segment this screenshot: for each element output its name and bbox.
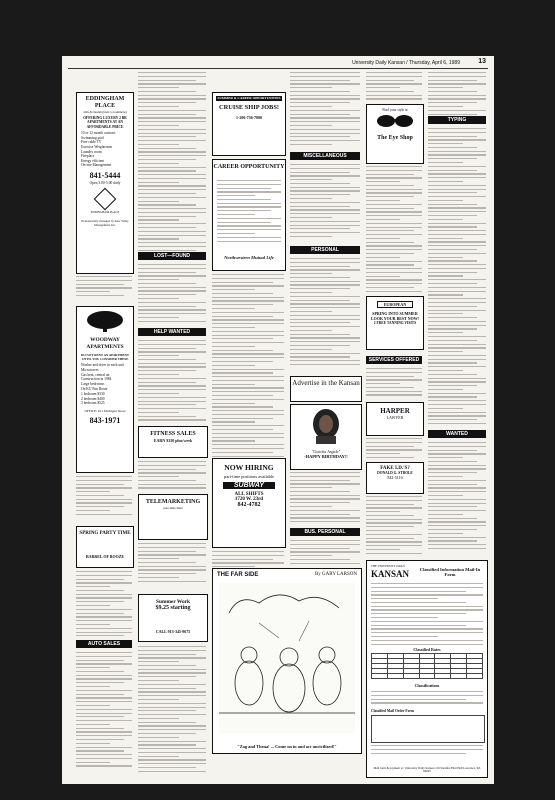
advertise-kansan-ad: [290, 376, 362, 402]
cruise-ship-ad: [212, 92, 286, 156]
fitness-subtitle: EARN $350 plus/week: [153, 438, 193, 443]
feature-item: Free cable TV: [81, 140, 102, 145]
eye-shop-title: The Eye Shop: [377, 135, 413, 141]
woodway-office: OFFICE: 611 Michigan Street: [84, 409, 126, 414]
text-column: [366, 438, 422, 461]
summer-work-title: Summer Work: [155, 599, 191, 605]
page-header: [68, 58, 488, 69]
eye-shop-ad: [366, 104, 424, 164]
text-column: [428, 442, 486, 552]
section-header-help-wanted: HELP WANTED: [138, 328, 206, 336]
career-title: CAREER OPPORTUNITY: [213, 164, 285, 170]
comic-title: THE FAR SIDE: [217, 572, 259, 578]
text-column: [212, 274, 284, 459]
eddingham-title: EDDINGHAM PLACE: [85, 96, 125, 109]
birthday-line: -HAPPY BIRTHDAY!!: [304, 454, 348, 459]
woodway-features: [77, 363, 133, 406]
page-number: 13: [478, 58, 486, 65]
text-column: [290, 164, 360, 240]
text-column: [76, 571, 132, 639]
text-column: [366, 166, 422, 295]
subway-ad: [212, 458, 286, 548]
feature-item: On-site Management: [81, 163, 112, 168]
harper-name: HARPER: [380, 407, 410, 415]
fake-ids-phone: 842-5116: [387, 475, 403, 480]
comic-caption: "Zag and Thena! ... Come on in and act uncivilized!": [237, 744, 337, 749]
eddingham-features: [77, 131, 133, 168]
subway-logo: SUBWAY: [223, 482, 275, 489]
subway-shifts: ALL SHIFTS: [234, 492, 264, 497]
text-column: [76, 652, 132, 769]
feature-item: Laundry room: [81, 149, 102, 154]
section-header-bus-personal: BUS. PERSONAL: [290, 528, 360, 536]
text-column: [76, 276, 132, 299]
text-column: [138, 264, 206, 325]
feature-item: On KU Bus Route: [81, 386, 108, 391]
classifications-title: Classifications: [414, 683, 440, 688]
text-column: [138, 646, 206, 775]
section-header-wanted: WANTED: [428, 430, 486, 438]
spring-party-title: SPRING PARTY TIME: [79, 531, 131, 536]
form-footer: Mail form & payment to: University Daily Kansan 119 Stauffer-Flint Hall Lawrence, KS 66045: [373, 765, 481, 774]
paper-dateline: University Daily Kansan / Thursday, April 6, 1989: [352, 60, 460, 66]
euro-badge: EUROPEAN: [377, 301, 413, 308]
feature-item: 2 bedroom $400: [81, 396, 105, 401]
text-column: [138, 340, 206, 423]
eddingham-logo-icon: [94, 188, 117, 211]
newspaper-page: [62, 56, 494, 784]
text-column: [138, 543, 206, 585]
advertise-title: Advertise in the Kansan: [292, 379, 360, 387]
birthday-caption: "Gottcha Angela": [311, 449, 341, 454]
fake-ids-name: DONALD G. STROLE: [377, 471, 413, 475]
section-header-miscellaneous: MISCELLANEOUS: [290, 152, 360, 160]
feature-item: Microwaves: [81, 367, 99, 372]
cruise-title: CRUISE SHIP JOBS!: [218, 104, 280, 111]
feature-item: Exercise Weightroom: [81, 145, 113, 149]
tree-icon: [85, 310, 125, 332]
eddingham-managed: Professionally managed by Kaw Valley Management, Inc.: [81, 218, 129, 227]
career-company: Northwestern Mutual Life: [224, 255, 274, 260]
feature-item: 10 or 12 month contract: [81, 131, 116, 136]
feature-item: Energy efficient: [81, 158, 105, 163]
classified-mail-in-form: [366, 560, 488, 778]
portrait-photo-icon: [311, 408, 341, 444]
fake-ids-title: FAKE I.D.'S?: [380, 466, 410, 471]
fake-ids-ad: [366, 462, 424, 494]
ad-text-box[interactable]: [371, 715, 485, 743]
eye-shop-tagline: Find your style at: [382, 108, 408, 112]
feature-item: Construction in 1984: [81, 377, 112, 382]
eddingham-phone: 841-5444: [89, 170, 121, 180]
telemarketing-ad: [138, 494, 208, 540]
section-header-lost-found: LOST—FOUND: [138, 252, 206, 260]
comic-drawing-icon: [219, 583, 355, 733]
text-column: [290, 472, 360, 525]
feature-item: Fireplace: [81, 154, 95, 159]
telemarketing-title: TELEMARKETING: [145, 499, 201, 505]
section-header-typing: TYPING: [428, 116, 486, 124]
subway-line1: part-time positions available: [224, 474, 274, 479]
eddingham-address: 24th & Ousdahl (next to Gammons): [83, 110, 127, 114]
euro-subtitle: 2 FREE TANNING VISITS: [373, 321, 417, 325]
comic-author: By GARY LARSON: [314, 572, 357, 577]
spring-party-subtitle: BARREL OF BOOZE: [85, 554, 125, 559]
text-column: [366, 496, 422, 557]
woodway-ad: [76, 306, 134, 473]
cruise-phone: 1-206-736-7000: [236, 115, 262, 120]
harper-lawyer-ad: [366, 402, 424, 436]
text-column: [138, 72, 206, 254]
text-column: [428, 128, 486, 427]
feature-item: Swimming pool: [81, 135, 105, 140]
telemarketing-subtitle: part-time time: [163, 506, 183, 510]
text-column: [290, 72, 360, 148]
sunglasses-icon: [375, 112, 415, 130]
fitness-title: FITNESS SALES: [150, 431, 196, 437]
mail-order-title: Classified Mail Order Form: [371, 709, 414, 713]
summer-work-ad: [138, 594, 208, 642]
euro-title: SPRING INTO SUMMER LOOK YOUR BEST NOW!: [370, 311, 420, 321]
section-header-auto-sales: AUTO SALES: [76, 640, 132, 648]
feature-item: Washer and dryer in each unit: [81, 363, 124, 367]
rates-table: [371, 653, 483, 679]
text-column: [366, 368, 422, 398]
woodway-phone: 843-1971: [89, 416, 121, 426]
far-side-comic: [212, 568, 362, 754]
eddingham-logo-text: EDDINGHAM PLACE: [90, 209, 120, 214]
fitness-sales-ad: [138, 426, 208, 458]
form-paper-name: KANSAN: [371, 569, 410, 579]
cruise-subtitle: SUMMER & CAREER OPPORTUNITIES: [217, 96, 281, 100]
feature-item: 3 bedroom $525: [81, 401, 105, 406]
section-header-services-offered: SERVICES OFFERED: [366, 356, 422, 364]
feature-item: Large bedrooms: [81, 382, 105, 387]
subway-title: NOW HIRING: [224, 463, 274, 472]
feature-item: 1 bedroom $330: [81, 391, 105, 396]
eddingham-offer: OFFERING LUXURY 2 BR APARTMENTS AT AN AFFORDABLE PRICE: [83, 116, 127, 129]
summer-work-pay: $9.25 starting: [155, 605, 191, 611]
text-column: [76, 476, 132, 518]
woodway-title: WOODWAY APARTMENTS: [86, 337, 124, 350]
eddingham-hours: Open 3:00-5:00 daily: [89, 180, 121, 185]
spring-party-ad: [76, 526, 134, 568]
text-column: [290, 258, 360, 368]
text-column: [428, 72, 486, 117]
form-paper-top: THE UNIVERSITY DAILY: [371, 564, 406, 568]
section-header-personal: PERSONAL: [290, 246, 360, 254]
subway-address: 1720 W. 23rd: [234, 497, 264, 502]
eddingham-ad: [76, 92, 134, 274]
feature-item: Gas heat, central air: [81, 372, 110, 377]
form-title: Classified Information Mail-In Form: [419, 567, 481, 578]
rates-title: Classified Rates: [413, 647, 441, 652]
text-column: [290, 540, 360, 566]
euro-tan-ad: [366, 296, 424, 350]
career-opportunity-ad: [212, 159, 286, 271]
birthday-ad: [290, 404, 362, 470]
summer-work-phone: CALL 913-345-9675: [155, 629, 191, 634]
text-column: [366, 72, 422, 102]
harper-title: LAWYER: [386, 415, 404, 420]
text-column: [138, 461, 206, 491]
woodway-tagline: DO NOT RENT AN APARTMENT UNTIL YOU CONSIDER THESE: [80, 353, 130, 361]
subway-phone: 842-4782: [237, 502, 261, 508]
